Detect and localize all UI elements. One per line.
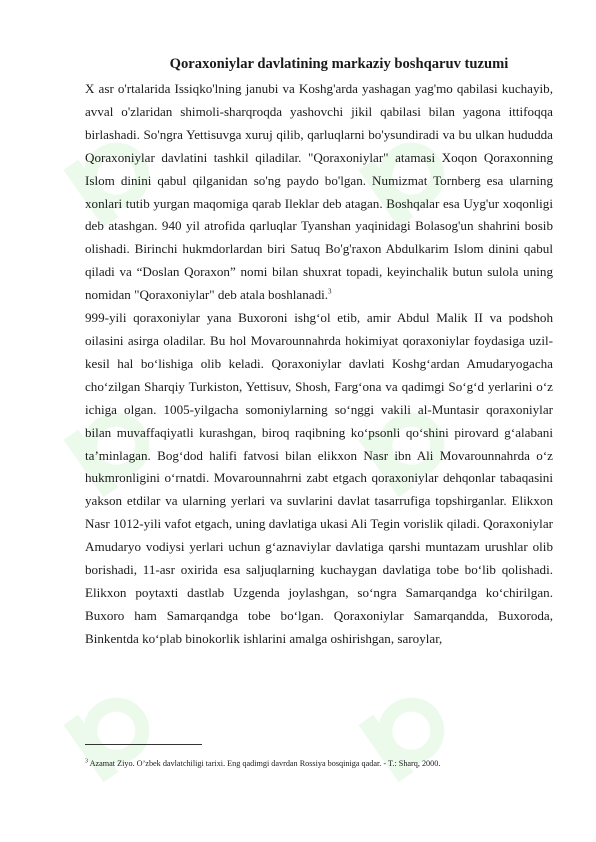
footnote: [85, 758, 553, 769]
footnote-text: Azamat Ziyo. O’zbek davlatchiligi tarixi. Eng qadimgi davrdan Rossiya bosqiniga qadar. - T.: Sharq, 2000.: [89, 759, 441, 768]
paragraph-1-text: X asr o'rtalarida Issiqko'lning janubi va Koshg'arda yashagan yag'mo qabilasi kuchayib, avval o'zlaridan shimoli-sharqroqda yashovchi jikil qabilasi bilan yagona ittifoqqa birlashadi. So'ngra Yettisuvga xuruj qilib, qarluqlarni bo'ysundiradi va bu ulkan hududda Qoraxoniylar davlatini tashkil qiladilar. "Qoraxoniylar" atamasi Xoqon Qoraxonning Islom dinini qabul qilganidan so'ng paydo bo'lgan. Numizmat Tornberg esa ularning xonlari tutib yurgan maqomiga qarab Ileklar deb atagan. Boshqalar esa Uyg'ur xoqonligi deb atashgan. 940 yil atrofida qarluqlar Tyanshan yaqinidagi Bolasog'un shahrini bosib olishadi. Birinchi hukmdorlardan biri Satuq Bo'g'raxon Abdulkarim Islom dinini qabul qiladi va “Doslan Qoraxon” nomi bilan shuxrat topadi, keyinchalik butun sulola uning nomidan "Qoraxoniylar" deb atala boshlanadi.: [85, 81, 553, 303]
page-title: Qoraxoniylar davlatining markaziy boshqaruv tuzumi: [169, 56, 509, 72]
paragraph-2: 999-yili qoraxoniylar yana Buxoroni ishg‘ol etib, amir Abdul Malik II va podshoh oilasini asirga oladilar. Bu hol Movarounnahrda hokimiyat qoraxoniylar foydasiga uzil-kesil hal bo‘lishiga olib keladi. Qoraxoniylar davlati Koshg‘ardan Amudaryogacha cho‘zilgan Sharqiy Turkiston, Yettisuv, Shosh, Farg‘ona va qadimgi So‘g‘d yerlarini o‘z ichiga olgan. 1005-yilgacha somoniylarning so‘nggi vakili al-Muntasir qoraxoniylar bilan muvaffaqiyatli kurashgan, biroq raqibning ko‘psonli qo‘shini pirovard g‘alabani ta’minlagan. Bog‘dod halifi fatvosi bilan elikxon Nasr ibn Ali Movarounnahrda o‘z hukmronligini o‘rnatdi. Movarounnahrni zabt etgach qoraxoniylar dehqonlar tabaqasini yakson etdilar va ularning yerlari va suvlarini davlat tasarrufiga topshirganlar. Elikxon Nasr 1012-yili vafot etgach, uning davlatiga ukasi Ali Tegin vorislik qiladi. Qoraxoniylar Amudaryo vodiysi yerlari uchun g‘aznaviylar davlatiga qarshi muntazam urushlar olib borishadi, 11-asr oxirida esa saljuqlarning kuchaygan davlatiga tobe bo‘lib qolishadi. Elikxon poytaxti dastlab Uzgenda joylashgan, so‘ngra Samarqandga ko‘chirilgan. Buxoro ham Samarqandga tobe bo‘lgan. Qoraxoniylar Samarqandda, Buxoroda, Binkentda ko‘plab binokorlik ishlarini amalga oshirishgan, saroylar,: [85, 310, 553, 646]
footnote-divider: [85, 744, 202, 745]
document-page: [85, 54, 553, 651]
paragraph-1: [85, 78, 553, 307]
footnote-number: 3: [85, 758, 88, 765]
footnote-reference[interactable]: 3: [328, 287, 332, 296]
